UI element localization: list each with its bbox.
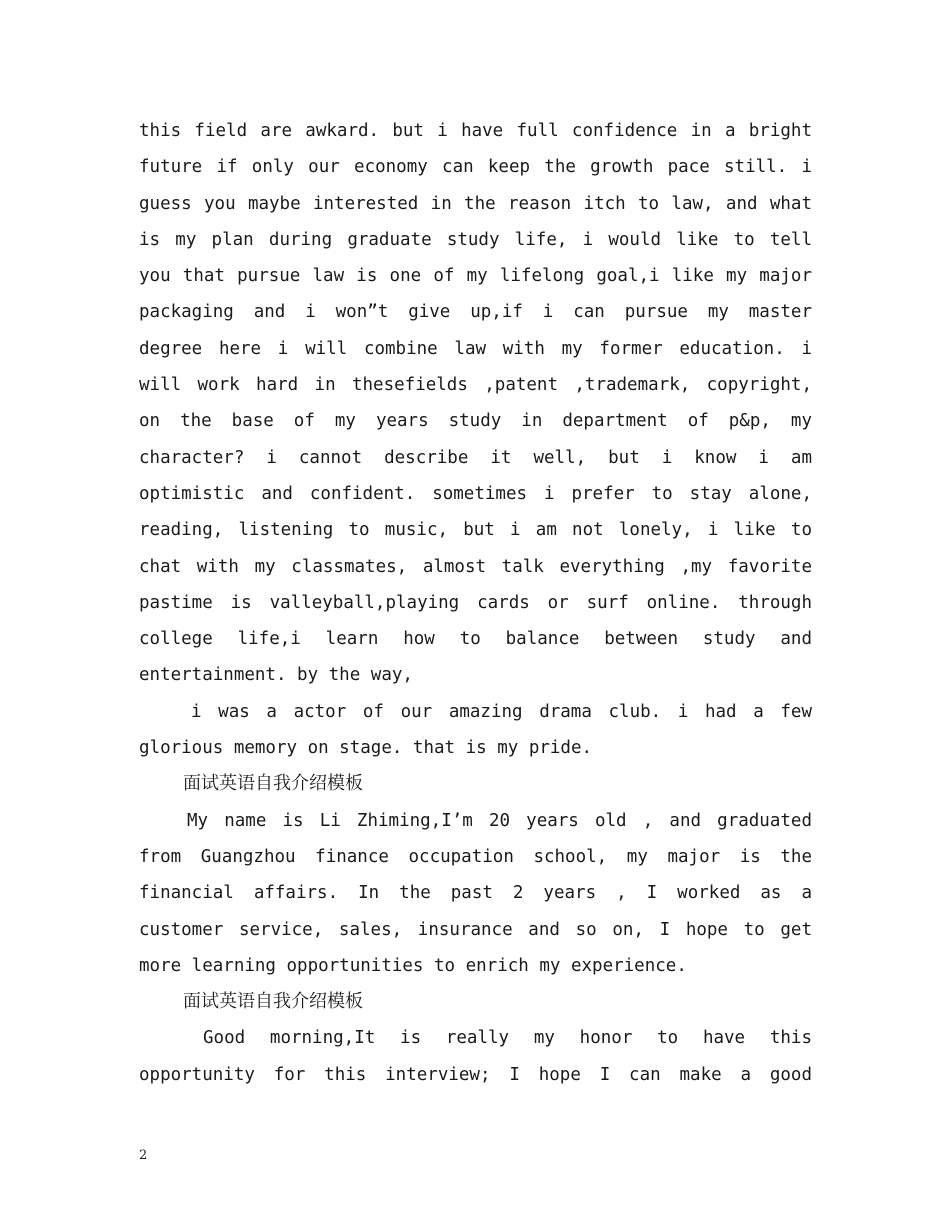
text-line: optimistic and confident. sometimes i prefer to stay alone, — [139, 483, 812, 504]
text-line: financial affairs. In the past 2 years , I worked as a — [139, 883, 812, 904]
text-line: this field are awkard. but i have full confidence in a bright — [139, 121, 812, 141]
body-text — [139, 113, 812, 1093]
section-heading — [139, 766, 812, 802]
text-line: guess you maybe interested in the reason itch to law, and what — [139, 193, 812, 214]
text-line: is my plan during graduate study life, i would like to tell — [139, 229, 812, 250]
paragraph-drama-club — [139, 694, 812, 767]
text-line: Good morning,It is really my honor to have this — [203, 1028, 812, 1049]
text-line: character? i cannot describe it well, but i know i am — [139, 447, 812, 468]
text-line: more learning opportunities to enrich my experience. — [139, 955, 687, 976]
text-line: packaging and i won”t give up,if i can pursue my master — [139, 302, 812, 323]
paragraph-law-intro — [139, 113, 812, 694]
text-line: college life,i learn how to balance between study and — [139, 629, 812, 650]
paragraph-li-zhiming — [139, 803, 812, 984]
text-line: i was a actor of our amazing drama club. i had a few — [191, 701, 812, 722]
section-heading — [139, 984, 812, 1020]
paragraph-good-morning — [139, 1020, 812, 1093]
text-line: degree here i will combine law with my former education. i — [139, 338, 812, 359]
text-line: My name is Li Zhiming,I’m 20 years old , and graduated — [187, 810, 812, 831]
text-line: glorious memory on stage. that is my pride. — [139, 738, 593, 759]
heading-text: 面试英语自我介绍模板 — [183, 991, 363, 1013]
text-line: reading, listening to music, but i am not lonely, i like to — [139, 520, 812, 541]
text-line: pastime is valleyball,playing cards or surf online. through — [139, 592, 812, 613]
heading-text: 面试英语自我介绍模板 — [183, 773, 363, 795]
text-line: will work hard in thesefields ,patent ,trademark, copyright, — [139, 375, 812, 396]
text-line: customer service, sales, insurance and so on, I hope to get — [139, 919, 812, 940]
text-line: you that pursue law is one of my lifelong goal,i like my major — [139, 266, 812, 287]
text-line: on the base of my years study in department of p&p, my — [139, 411, 812, 432]
page-number: 2 — [139, 1148, 148, 1163]
text-line: entertainment. by the way, — [139, 665, 413, 686]
text-line: future if only our economy can keep the growth pace still. i — [139, 157, 812, 178]
text-line: opportunity for this interview; I hope I can make a good — [139, 1064, 812, 1085]
text-line: from Guangzhou finance occupation school, my major is the — [139, 846, 812, 867]
text-line: chat with my classmates, almost talk everything ,my favorite — [139, 556, 812, 577]
